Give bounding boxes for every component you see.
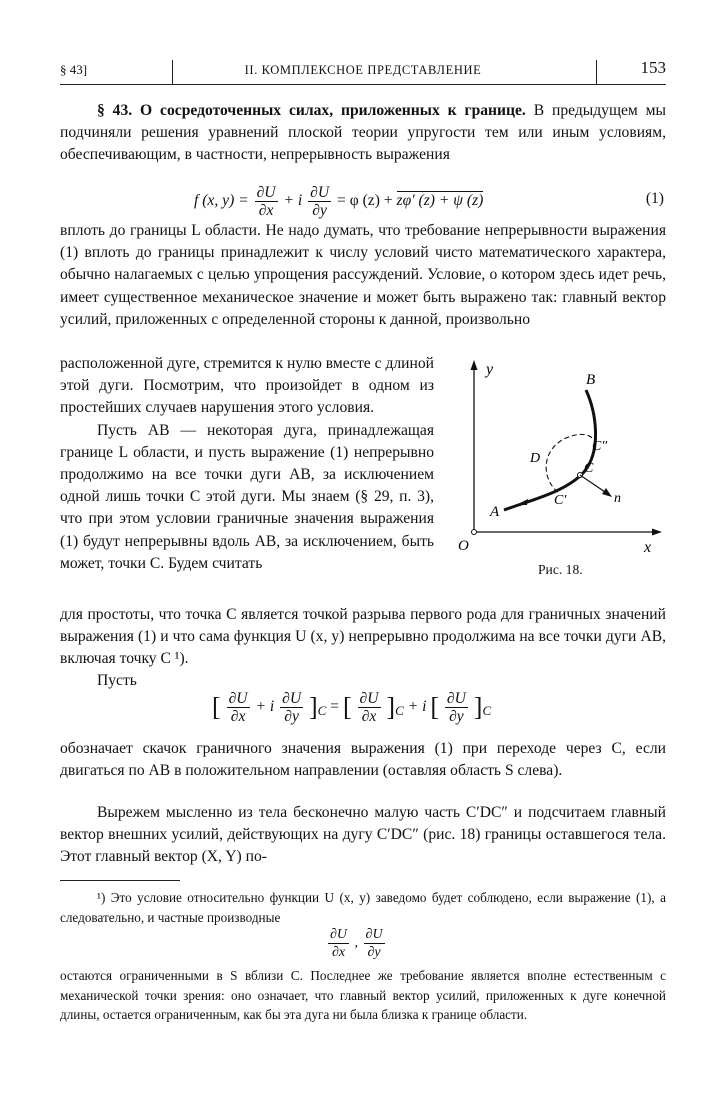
arc-direction-arrow: [516, 499, 528, 505]
eq1-frac-y: $\frac{\partial U}{\partial y}$: [310, 184, 330, 219]
figure-caption: Рис. 18.: [538, 562, 583, 577]
paragraph-continuity-cont: расположенной дуге, стремится к нулю вместе с длиной этой дуги. Посмотрим, что произойдет в одном из простейших случаев нарушения этого условия. Пусть AB — некоторая дуга, принадлежащая границе L области, и пусть выражение (1) непрерывно продолжимо на все точки дуги AB, за исключением одной лишь точки C этой дуги. Мы знаем (§ 29, п. 3), что при этом условии граничные значения выражения (1) будут непрерывны вдоль AB, за исключением, быть может, точки C. Будем считать: [60, 353, 434, 575]
equation-1-number: (1): [645, 190, 664, 207]
eq1-rhs-conj: zφ′ (z) + ψ (z): [396, 192, 484, 210]
paragraph-main-vector: Вырежем мысленно из тела бесконечно малую часть C′DC″ и подсчитаем главный вектор внешних усилий, действующих на дугу C′DC″ (рис. 18) границы оставшегося тела. Этот главный вектор (X, Y) по-: [60, 804, 666, 866]
eq1-frac-x: $\frac{\partial U}{\partial x}$: [256, 184, 276, 219]
pust-label: Пусть: [97, 672, 137, 689]
label-a: A: [490, 504, 500, 520]
header-section: § 43]: [60, 62, 88, 77]
label-c: C: [584, 461, 594, 476]
footnote-text-2: остаются ограниченными в S вблизи C. Последнее же требование является вполне естественным с механической точки зрения: оно означает, что главный вектор усилий, приложенных к дуге конечной длины, остается ограниченным, как бы эта дуга ни была близка к границе области.: [60, 968, 666, 1022]
label-c-prime: C′: [554, 493, 567, 508]
page-number: 153: [640, 58, 666, 77]
normal-arrow: [602, 488, 612, 497]
label-y: y: [486, 361, 494, 378]
label-b: B: [586, 372, 596, 388]
y-axis-arrow: [471, 360, 478, 370]
paragraph-intro-text: В предыдущем мы подчиняли решения уравнений плоской теории упругости тем или иным условиям, обеспечивающим, в частности, непрерывность выражения: [60, 102, 667, 164]
header-divider-left: [172, 60, 173, 84]
footnote-rule: [60, 880, 180, 881]
eq1-rhs-phi: = φ (z) +: [337, 192, 393, 210]
equation-1: [194, 184, 483, 219]
header-divider-right: [596, 60, 597, 84]
arc-ab: [504, 390, 596, 510]
footnote-text-1: ¹) Это условие относительно функции U (x, y) заведомо будет соблюдено, если выражение (1), а следовательно, и частные производные: [60, 890, 666, 925]
page: [60, 0, 666, 1100]
running-header: [60, 58, 666, 85]
section-heading: § 43. О сосредоточенных силах, приложенных к границе.: [97, 102, 526, 119]
label-n: n: [614, 491, 621, 506]
label-o: O: [458, 538, 469, 554]
origin-point: [472, 530, 477, 535]
header-title: II. КОМПЛЕКСНОЕ ПРЕДСТАВЛЕНИЕ: [244, 63, 482, 77]
label-c-double-prime: C″: [592, 439, 608, 454]
label-x: x: [644, 539, 652, 556]
footnote-equation: $\frac{\partial U}{\partial x}$ , $\frac{\partial U}{\partial y}$: [330, 927, 383, 960]
normal-n: [580, 475, 608, 494]
eq1-plus-i: + i: [283, 192, 303, 210]
paragraph-arc: Пусть AB — некоторая дуга, принадлежащая границе L области, и пусть выражение (1) непрерывно продолжимо на все точки дуги AB, за исключением одной лишь точки C этой дуги. Мы знаем (§ 29, п. 3), что при этом условии граничные значения выражения (1) будут непрерывны вдоль AB, за исключением, быть может, точки C. Будем считать: [60, 421, 434, 572]
paragraph-intro: [60, 100, 666, 167]
paragraph-jump: обозначает скачок граничного значения выражения (1) при переходе через C, если двигаться по AB в положительном направлении (оставляя область S слева).: [60, 740, 666, 780]
x-axis-arrow: [652, 529, 662, 536]
label-d: D: [530, 451, 541, 466]
figure-18: [456, 352, 666, 592]
equation-jump: [ $\frac{\partial U}{\partial x}$ + i $\frac{\partial U}{\partial y}$ ]$_C$ = [ $\frac{\partial U}{\partial x}$ ]$_C + i$ [ $\frac{\partial U}{\partial y}$ ]$_C$: [212, 690, 492, 725]
eq1-lhs: f (x, y) =: [194, 192, 249, 210]
paragraph-discontinuity: для простоты, что точка C является точкой разрыва первого рода для граничных значений выражения (1) и что сама функция U (x, y) непрерывно продолжима на все точки дуги AB, включая точку C ¹).: [60, 606, 666, 668]
paragraph-continuity: вплоть до границы L области. Не надо думать, что требование непрерывности выражения (1) вплоть до границы принадлежит к числу условий чисто математического характера, обычно налагаемых с целью упрощения рассуждений. Условие, о котором здесь идет речь, имеет существенное механическое значение и может быть выражено так: главный вектор усилий, приложенных с определенной стороны к данной, произвольно: [60, 222, 666, 328]
